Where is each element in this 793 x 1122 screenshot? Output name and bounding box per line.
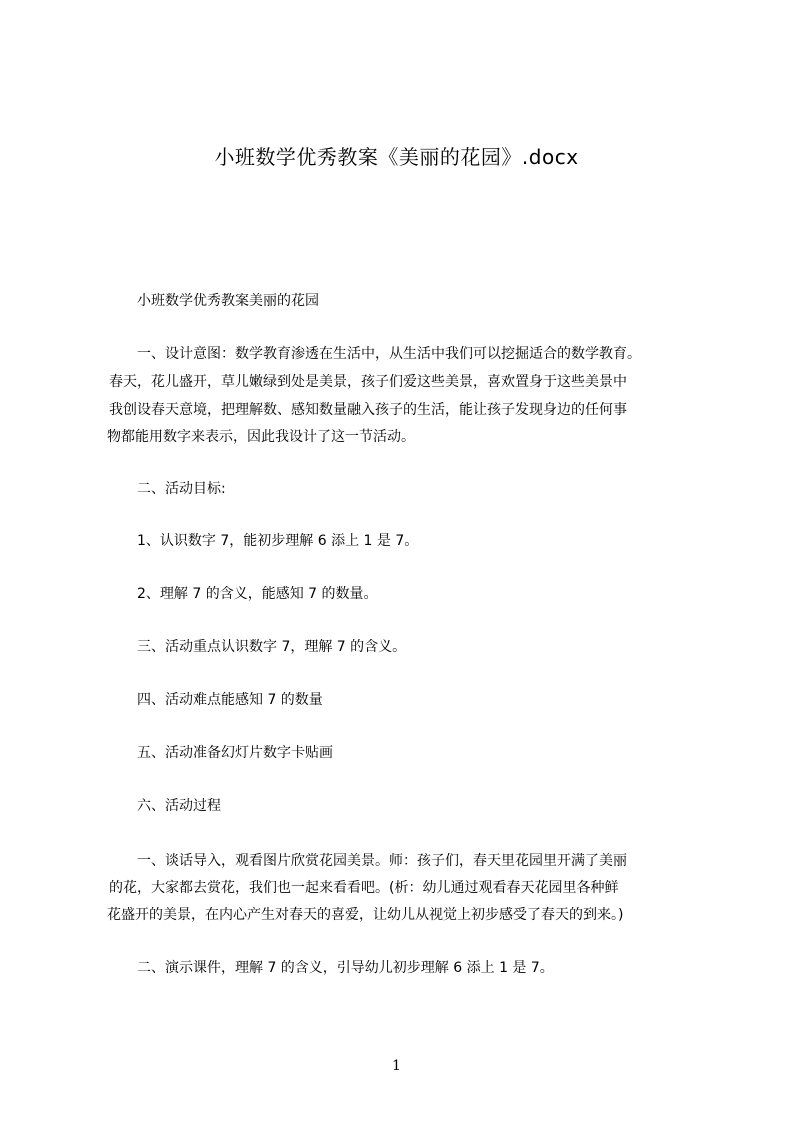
key-point: 三、活动重点认识数字 7，理解 7 的含义。 — [137, 639, 407, 655]
design-intent-line-4: 物都能用数字来表示，因此我设计了这一节活动。 — [107, 429, 415, 445]
process-step-1-line-3: 花盛开的美景，在内心产生对春天的喜爱，让幼儿从视觉上初步感受了春天的到来。) — [107, 907, 624, 923]
goal-item-1: 1、认识数字 7，能初步理解 6 添上 1 是 7。 — [137, 533, 419, 549]
document-title: 小班数学优秀教案《美丽的花园》.docx — [214, 145, 579, 169]
preparation: 五、活动准备幻灯片数字卡贴画 — [137, 745, 333, 761]
difficulty-point: 四、活动难点能感知 7 的数量 — [137, 692, 323, 708]
process-step-1-line-2: 的花，大家都去赏花，我们也一起来看看吧。(析：幼儿通过观看春天花园里各种鲜 — [109, 880, 619, 896]
lesson-title: 小班数学优秀教案美丽的花园 — [137, 293, 319, 309]
design-intent-line-2: 春天，花儿盛开，草儿嫩绿到处是美景，孩子们爱这些美景，喜欢置身于这些美景中 — [109, 374, 627, 390]
design-intent-line-3: 我创设春天意境，把理解数、感知数量融入孩子的生活，能让孩子发现身边的任何事 — [109, 402, 627, 418]
process-step-1-line-1: 一、谈话导入，观看图片欣赏花园美景。师：孩子们，春天里花园里开满了美丽 — [137, 853, 627, 869]
page-number: 1 — [392, 1058, 401, 1074]
design-intent-line-1: 一、设计意图：数学教育渗透在生活中，从生活中我们可以挖掘适合的数学教育。 — [137, 346, 641, 362]
process-step-2: 二、演示课件，理解 7 的含义，引导幼儿初步理解 6 添上 1 是 7。 — [137, 960, 554, 976]
process-heading: 六、活动过程 — [137, 798, 221, 814]
goals-heading: 二、活动目标: — [137, 481, 226, 497]
goal-item-2: 2、理解 7 的含义，能感知 7 的数量。 — [137, 586, 378, 602]
